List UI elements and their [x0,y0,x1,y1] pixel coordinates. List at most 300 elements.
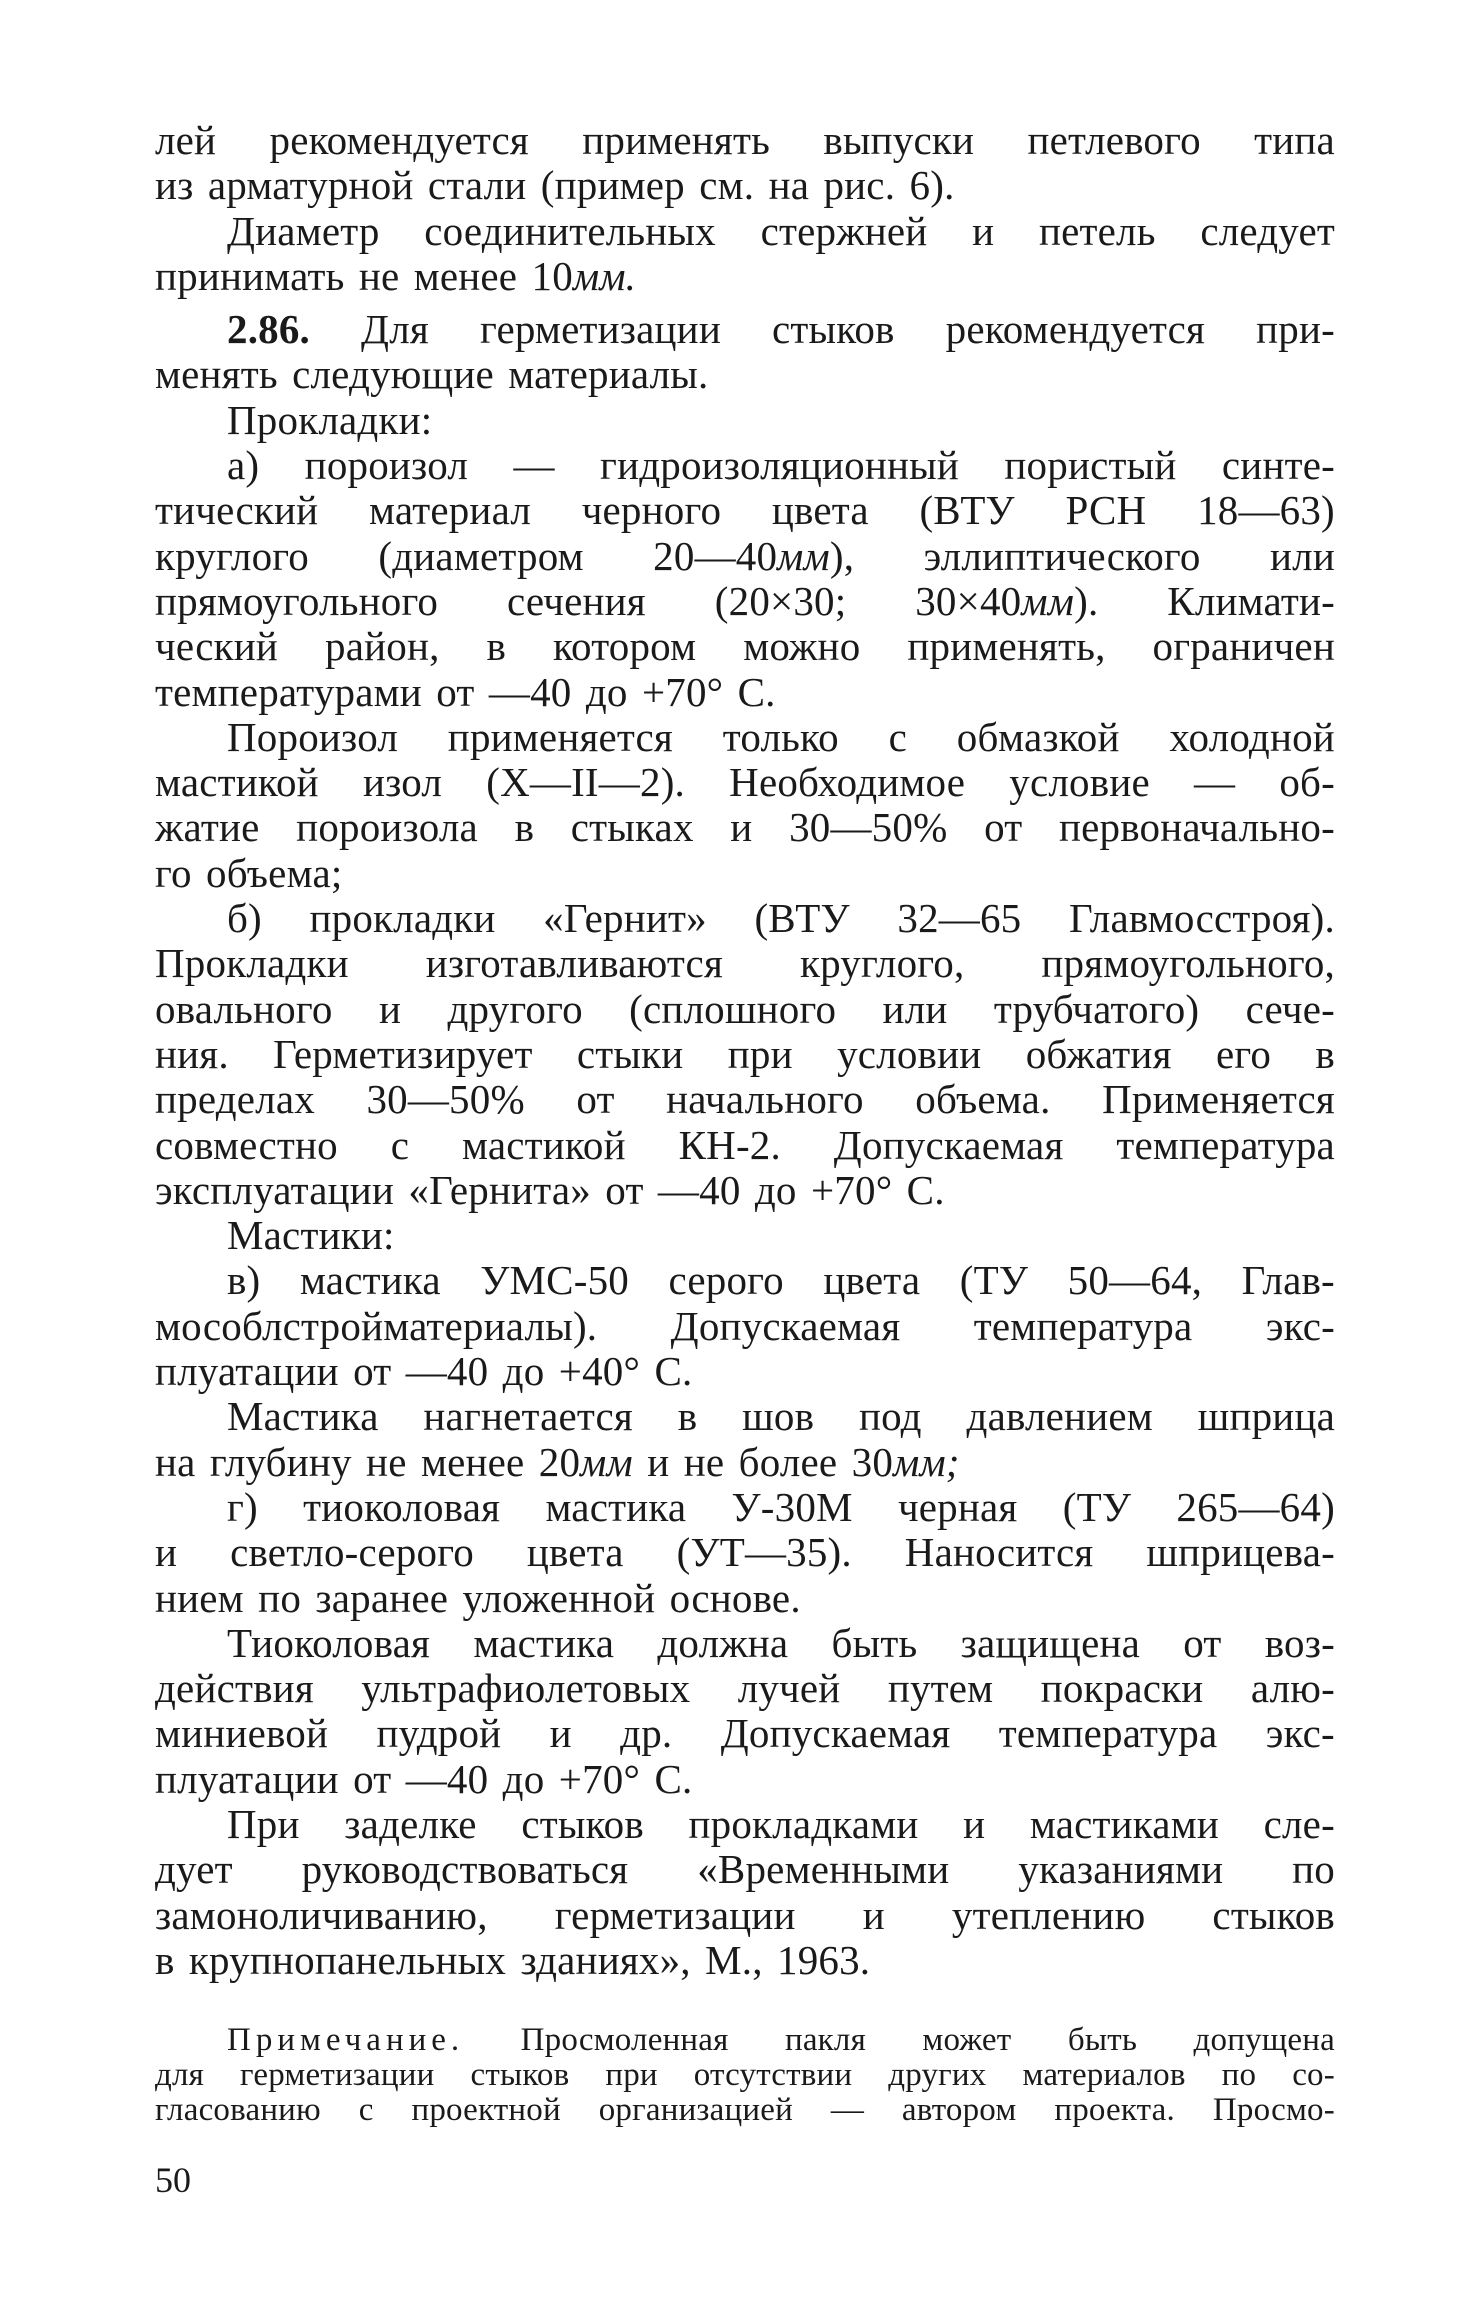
word-part: указаниями [1018,1846,1224,1893]
word-part: Прокладки: [227,396,433,443]
word [155,805,260,850]
word-part: (Х—II—2). [486,759,685,806]
word [952,1893,1146,1938]
word-part: Допускаемая [670,1302,901,1349]
word-part: а) [227,442,260,489]
word-part: его [1215,1030,1272,1077]
word-part: основе. [669,1574,801,1621]
word [155,1938,175,1983]
word-part: руководствоваться [301,1846,629,1893]
word-part: мм. [572,252,637,299]
word-part: нием [155,1574,244,1621]
word [1254,118,1335,163]
word [448,715,673,760]
word-part: от [605,1166,644,1213]
word-part: от [353,1755,392,1802]
text-line [155,896,1335,941]
word [305,443,468,488]
word [155,1711,328,1756]
word [353,1349,391,1394]
word-part: типа [1254,117,1335,163]
word-part: от [984,804,1023,851]
word-part: в [486,623,507,670]
word [910,163,955,208]
word [508,352,708,397]
word-part: прямоугольного [155,577,439,624]
word-part: быть [831,1619,918,1666]
word [1009,760,1150,805]
word [1183,1621,1221,1666]
word [1068,1258,1202,1303]
word [155,163,194,208]
word [155,1893,488,1938]
word-part: РСН [1065,487,1147,534]
word [1116,1123,1335,1168]
word [1041,941,1335,986]
word-part: рекомендуется [945,306,1206,353]
word-part: в [1315,1030,1335,1077]
word [789,805,947,850]
word [837,1032,981,1077]
word-part: экс- [1265,1302,1335,1349]
word-part: др. [620,1710,673,1757]
word-part: пакля [784,2022,866,2059]
word [823,163,895,208]
word [974,1304,1193,1349]
word-part: — [1194,759,1236,806]
word-part: (ВТУ [754,895,850,942]
word-part: сле- [1263,1800,1335,1847]
word [155,1077,315,1122]
word-part: Мастика [227,1393,379,1440]
word [654,1757,692,1802]
word-part: Применяется [1102,1076,1335,1123]
word-part: 30—50% [789,804,948,851]
text-line [155,1576,1335,1621]
text-line [155,1802,1335,1847]
word-part: нагнетается [423,1393,633,1440]
word-part: и [155,1529,178,1576]
word-part: черная [897,1483,1018,1530]
word-part: рекомендуется [269,117,529,163]
word-part: не [683,1438,725,1485]
word-part: цвета [771,487,869,534]
word [292,352,494,397]
word-part: Герметизирует [273,1030,533,1077]
word-part: зданиях», [520,1936,691,1983]
word-part: стыков [521,1800,644,1847]
text-line [155,715,1335,760]
word-part: мм [777,532,830,579]
word [227,398,432,443]
word-part: плуатации [155,1755,339,1802]
word [577,1032,684,1077]
word [730,805,752,850]
word [723,715,839,760]
word-part: прямоугольного, [1041,940,1335,987]
word-part: лучей [737,1665,841,1712]
word-part: при [727,1030,793,1077]
word-part: +70° [810,1166,893,1213]
word-part: «Гернит» [543,895,707,942]
word [832,1621,918,1666]
word-part: (ТУ [1062,1483,1132,1530]
word [206,851,342,896]
word-part: для [155,2057,205,2094]
word-part: Мастики: [227,1212,395,1259]
word-part: изол [362,759,443,806]
word-part: (диаметром [378,532,584,579]
word-part: не [366,1438,407,1485]
word [541,163,685,208]
word-part: круглого [155,532,309,579]
word-part: «Гернита» [408,1166,591,1213]
word [960,1258,1028,1303]
word-part: на [768,162,810,209]
word-part: можно [743,623,861,670]
word-part: под [858,1393,922,1440]
word-part: г) [227,1483,258,1530]
word [654,1349,692,1394]
word [785,2023,866,2058]
word-part: жатие [155,804,260,851]
word [898,1485,1018,1530]
word [852,1440,960,1485]
word [972,209,994,254]
text-line [155,1213,1335,1258]
word [227,1213,395,1258]
word-part: С. [906,1166,945,1213]
word [1018,1847,1223,1892]
word [227,1621,430,1666]
word [599,2093,793,2128]
word-part: +70° [558,1755,641,1802]
text-line [155,1394,1335,1439]
word-part: автором [901,2092,1017,2129]
word [743,624,860,669]
word [967,1394,1153,1439]
word [694,2058,852,2093]
word-part: пудрой [376,1710,502,1757]
word-part: проекта. [1054,2092,1175,2129]
word-part: ограничен [1152,623,1335,670]
text-line [155,1711,1335,1756]
word-part: стыки [576,1030,684,1077]
word-part: температура [998,1710,1218,1757]
word-part: стыков [470,2057,570,2094]
word [907,1168,945,1213]
word-part: мастикой [155,759,319,806]
word-part: от [1183,1619,1222,1666]
word [463,1576,656,1621]
word [227,1394,379,1439]
word-part: условие [1009,759,1150,806]
word [697,1847,949,1892]
word-part: объема; [206,849,343,896]
word-part: покраски [1040,1665,1204,1712]
word [1265,1621,1335,1666]
word [946,307,1205,352]
word [586,670,628,715]
word-part: +40° [558,1348,641,1395]
word-part: С. [654,1755,693,1802]
word [1222,2058,1257,2093]
word-part: дует [155,1846,233,1893]
word-part: мастика [545,1483,687,1530]
word [189,1938,506,1983]
word [897,896,1021,941]
word [1059,805,1335,850]
word [1198,1394,1335,1439]
text-line [155,307,1335,352]
word [155,1349,339,1394]
word-part: гидроизоляционный [600,442,959,489]
word [629,987,836,1032]
word [273,1032,532,1077]
text-line [155,1168,1335,1213]
word-part: обжатия [1025,1030,1172,1077]
word-part: (сплошного [629,985,837,1032]
word-part: эксплуатации [155,1166,395,1213]
word-part: стали [427,162,527,209]
word [210,1440,352,1485]
word [1216,1032,1271,1077]
word-part: б) [227,895,262,942]
word-part: Тиоколовая [227,1619,431,1666]
word [1251,1666,1335,1711]
word [230,1530,474,1575]
text-line [155,443,1335,488]
word [155,2058,204,2093]
word [1039,209,1156,254]
word [507,579,646,624]
text-line [155,805,1335,850]
text-line [155,1032,1335,1077]
word [1169,715,1335,760]
word [863,1893,885,1938]
word [412,2093,561,2128]
word-part: стержней [760,207,928,254]
word [889,715,907,760]
word [515,805,535,850]
word-part: пороизола [296,804,478,851]
word-part: защищена [960,1619,1141,1666]
word [539,1440,633,1485]
word [657,1621,788,1666]
word [739,1440,838,1485]
footnote [155,2023,1335,2128]
word-part: или [882,985,948,1032]
word-part: шов [742,1393,815,1440]
word [888,2058,986,2093]
word-part: начального [666,1076,864,1123]
word-part: давлением [966,1393,1153,1440]
word [738,1666,841,1711]
word [300,1258,441,1303]
word-part: — [830,2092,865,2129]
word-part: до [502,1755,545,1802]
word-part: алю- [1250,1665,1335,1712]
word [1004,443,1176,488]
word-part: крупнопанельных [188,1936,507,1983]
word [963,1802,985,1847]
word-part: до [754,1166,797,1213]
text-line [155,118,1335,163]
word-part: герметизации [479,306,721,353]
word-part: — [513,442,555,489]
word-part: по [258,1574,302,1621]
text-line [155,1123,1335,1168]
word [378,534,583,579]
word-part: 20 [538,1438,581,1485]
word [653,534,854,579]
word-part: мм [1021,577,1075,624]
text-line [155,624,1335,669]
word [325,624,440,669]
word [715,579,847,624]
text-line [155,1530,1335,1575]
text-line [155,579,1335,624]
word-part: —40 [488,668,572,715]
word [834,1123,1064,1168]
word [391,1123,409,1168]
word-part: 1963. [777,1936,871,1983]
word [369,488,531,533]
word [678,1394,698,1439]
word [1194,2023,1335,2058]
word-part: допущена [1193,2022,1335,2059]
word-part: арматурной [207,162,414,209]
word-part: 2.86. [227,306,310,353]
word [1068,2023,1137,2058]
word-part: гласованию [155,2092,321,2129]
word [553,624,696,669]
word [344,1802,476,1847]
word-part: холодной [1169,713,1335,760]
word [1030,1802,1219,1847]
word [677,1530,852,1575]
word [994,987,1199,1032]
word-part: и [647,1438,670,1485]
word [957,715,1120,760]
word [227,443,259,488]
word [670,1576,801,1621]
word [155,1032,229,1077]
word-part: совместно [155,1121,338,1168]
word-part: изготавливаются [425,940,724,987]
word-part: не [358,252,400,299]
word-part: серого [668,1257,784,1304]
word-part: светло-серого [230,1529,474,1576]
word-part: рис. [823,162,896,209]
word-part: Главмосстроя). [1068,895,1335,942]
word-part: при- [1256,306,1335,353]
word-part: М., [705,1936,763,1983]
word-part: прокладками [688,1800,919,1847]
word-part: круглого, [800,940,965,987]
word [732,1485,853,1530]
word-part: 30×40 [915,577,1022,624]
word-part: мм [580,1438,633,1485]
word [1063,1485,1131,1530]
word [1242,1258,1335,1303]
text-line [155,1757,1335,1802]
word [1256,307,1335,352]
word [605,2058,657,2093]
word [408,1168,591,1213]
word [423,1394,633,1439]
word [359,254,400,299]
word-part: путем [887,1665,994,1712]
word [831,2093,864,2128]
word-part: температурами [155,668,422,715]
word-part: мастикой [461,1121,626,1168]
word-part: с [888,713,907,760]
word-part: С. [654,1348,693,1395]
text-line [155,1485,1335,1530]
word [738,670,776,715]
word-part: см. [699,162,755,209]
word [666,1077,864,1122]
word [303,1485,500,1530]
word-part: принимать [155,252,345,299]
word [888,1666,994,1711]
word-part: петлевого [1027,117,1201,163]
word [1213,2093,1335,2128]
word [1066,488,1147,533]
word-part: применять [582,117,771,163]
word [436,670,474,715]
word-part: заделке [344,1800,477,1847]
word [414,254,517,299]
word-part: 20—40 [653,532,778,579]
word-part: и [972,207,995,254]
word [513,443,554,488]
word [155,670,422,715]
word [924,534,1201,579]
word-part: быть [1067,2022,1138,2059]
word-part: температура [1116,1121,1335,1168]
word-part: пределах [155,1076,315,1123]
word [1315,1032,1335,1077]
word [1266,1304,1335,1349]
word-part: заранее [315,1574,449,1621]
word [582,118,770,163]
word [679,1123,781,1168]
word [576,1077,614,1122]
word [302,1847,629,1892]
word [699,163,754,208]
word-part: менять [155,351,278,398]
word-part: или [1270,532,1335,579]
word-part: Пороизол [227,713,399,760]
word [227,209,380,254]
word [1153,624,1335,669]
word-part: в) [227,1257,261,1304]
word [421,1440,524,1485]
word-part: 265—64) [1176,1483,1335,1530]
word [520,1938,690,1983]
word-part: (ВТУ [919,487,1015,534]
word-part: (УТ—35). [676,1529,852,1576]
word-part: овального [155,985,333,1032]
word [155,1847,233,1892]
word [363,760,442,805]
text-line [155,254,1335,299]
word-part: сече- [1245,985,1335,1032]
word [984,805,1022,850]
word-part: прокладки [309,895,496,942]
